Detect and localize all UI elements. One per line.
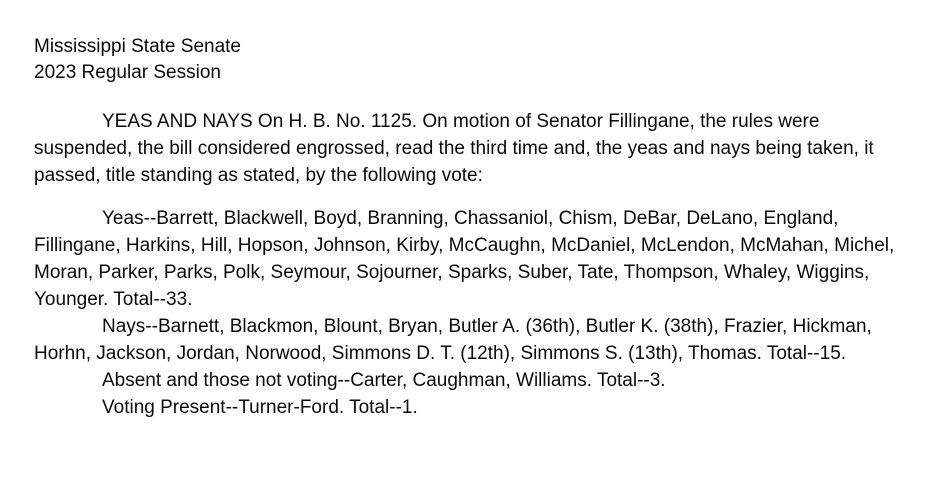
vote-group-yeas-text: Yeas--Barrett, Blackwell, Boyd, Branning, Chassaniol, Chism, DeBar, DeLano, England, Fillingane, Harkins, Hill, Hopson, Johnson, Kirby, McCaughn, McDaniel, McLendon, McMahan, Michel, Moran, Parker, Parks, Polk, Seymour, Sojourner, Sparks, Suber, Tate, Thompson, Whaley, Wiggins, Younger. Total--33. <box>34 208 895 310</box>
spacer-after-header <box>34 86 899 108</box>
document-header <box>34 34 899 86</box>
vote-group-yeas <box>34 205 899 313</box>
vote-groups <box>34 205 899 421</box>
chamber-title: Mississippi State Senate <box>34 36 241 57</box>
vote-group-nays <box>34 313 899 367</box>
motion-paragraph-text: YEAS AND NAYS On H. B. No. 1125. On motion of Senator Fillingane, the rules were suspended, the bill considered engrossed, read the third time and, the yeas and nays being taken, it passed, title standing as stated, by the following vote: <box>34 111 874 186</box>
vote-group-absent-text: Absent and those not voting--Carter, Caughman, Williams. Total--3. <box>102 370 666 391</box>
vote-group-present-text: Voting Present--Turner-Ford. Total--1. <box>102 397 418 418</box>
motion-paragraph-wrapper <box>34 108 899 189</box>
vote-group-absent <box>34 367 899 394</box>
vote-group-nays-text: Nays--Barnett, Blackmon, Blount, Bryan, Butler A. (36th), Butler K. (38th), Frazier, Hickman, Horhn, Jackson, Jordan, Norwood, Simmons D. T. (12th), Simmons S. (13th), Thomas. Total--15. <box>34 316 872 364</box>
session-title: 2023 Regular Session <box>34 62 221 83</box>
motion-paragraph <box>34 108 899 189</box>
spacer-after-motion <box>34 189 899 205</box>
vote-group-present <box>34 394 899 421</box>
